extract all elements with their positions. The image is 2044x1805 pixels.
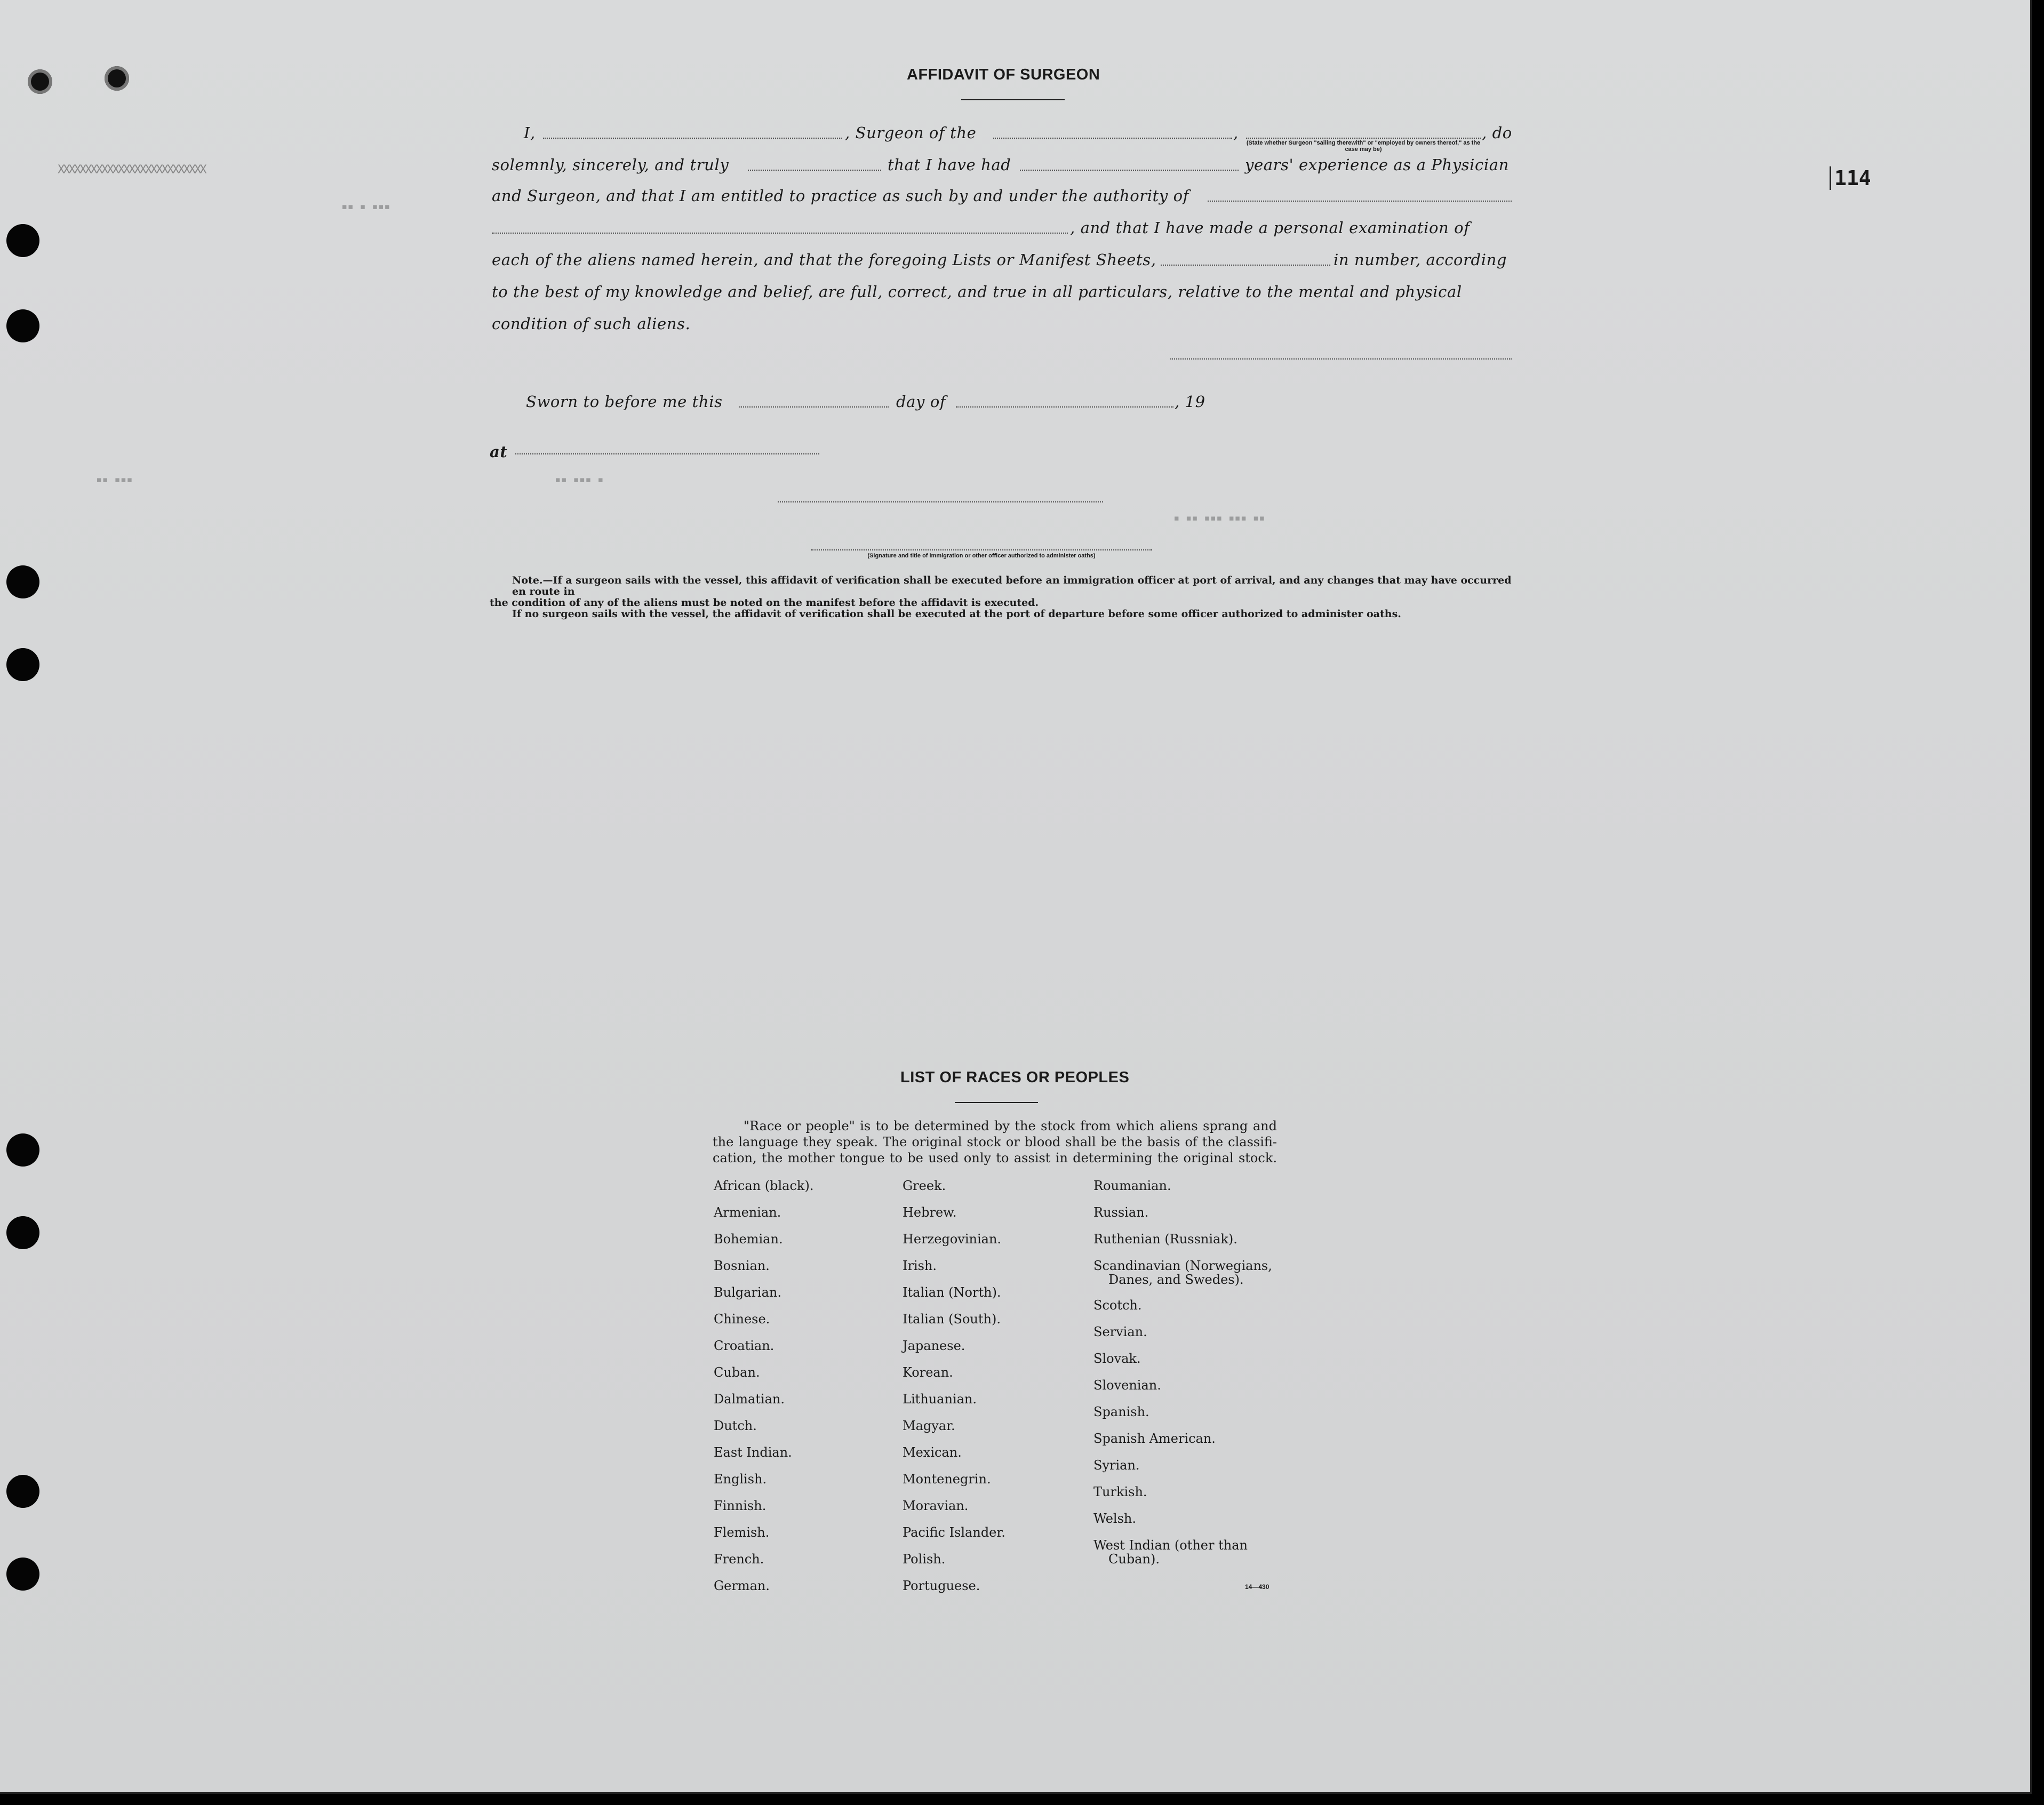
races-title: LIST OF RACES OR PEOPLES [900, 1069, 1130, 1086]
title-underline [961, 99, 1065, 100]
affidavit-text: condition of such aliens. [492, 315, 691, 333]
location-field[interactable] [515, 453, 819, 454]
race-item [1093, 1259, 1272, 1298]
race-item-line: Scandinavian (Norwegians, [1093, 1258, 1272, 1273]
affidavit-text: in number, according [1334, 251, 1507, 269]
race-item: Magyar. [903, 1418, 955, 1433]
race-item [1093, 1538, 1272, 1578]
race-item: Japanese. [903, 1338, 965, 1353]
race-item: Italian (North). [903, 1285, 1001, 1300]
race-item: Bulgarian. [714, 1285, 781, 1300]
form-code: 14—430 [1245, 1583, 1269, 1591]
race-item: Polish. [903, 1552, 946, 1567]
authority-field[interactable] [1208, 201, 1512, 202]
race-item: Russian. [1093, 1205, 1149, 1220]
bleed-through-mark: ▪▪ ▪▪▪ ▪ [555, 474, 604, 485]
race-item: Spanish American. [1093, 1431, 1216, 1446]
affidavit-text: , 19 [1175, 393, 1205, 411]
race-item: Mexican. [903, 1445, 962, 1460]
race-item: East Indian. [714, 1445, 792, 1460]
race-item: Servian. [1093, 1324, 1147, 1339]
race-item: African (black). [714, 1178, 814, 1193]
race-item: Irish. [903, 1258, 937, 1273]
affidavit-text: , [1233, 124, 1239, 142]
surgeon-signature-field[interactable] [1170, 358, 1512, 360]
binder-hole [6, 648, 39, 681]
affidavit-text: each of the aliens named herein, and that the foregoing Lists or Manifest Sheets, [492, 251, 1156, 269]
binder-hole [6, 1216, 39, 1249]
race-item: French. [714, 1552, 764, 1567]
race-item: Chinese. [714, 1312, 770, 1327]
signature-caption: (Signature and title of immigration or other officer authorized to administer oaths) [867, 553, 1096, 559]
binder-hole [6, 565, 39, 598]
races-title-underline [955, 1102, 1038, 1103]
affidavit-text: , Surgeon of the [845, 124, 977, 142]
race-item: Korean. [903, 1365, 953, 1380]
race-item: Dutch. [714, 1418, 757, 1433]
binder-hole [6, 224, 39, 257]
affirmation-field[interactable] [748, 170, 881, 171]
sworn-month-field[interactable] [956, 406, 1173, 408]
affidavit-text: that I have had [888, 156, 1011, 174]
race-item: Welsh. [1093, 1511, 1136, 1526]
years-experience-field[interactable] [1020, 170, 1239, 171]
note-line: the condition of any of the aliens must be noted on the manifest before the affidavit is executed. [490, 597, 1039, 609]
surgeon-name-field[interactable] [543, 138, 842, 139]
affidavit-text: at [490, 443, 508, 461]
affidavit-text: and Surgeon, and that I am entitled to practice as such by and under the authority of [492, 187, 1189, 205]
intro-line: "Race or people" is to be determined by the stock from which aliens sprang and [744, 1119, 1277, 1133]
bleed-through-mark: ▪▪ ▪▪▪ [96, 474, 133, 485]
races-column-1 [714, 1179, 813, 1606]
race-item: Herzegovinian. [903, 1232, 1002, 1247]
races-column-2 [903, 1179, 1005, 1606]
binder-hole [6, 309, 39, 342]
affidavit-text: solemnly, sincerely, and truly [492, 156, 729, 174]
affidavit-text: years' experience as a Physician [1245, 156, 1509, 174]
bleed-through-mark: ▪▪ ▪ ▪▪▪ [341, 201, 390, 212]
race-item-line: West Indian (other than [1093, 1538, 1248, 1553]
binder-hole [6, 1133, 39, 1167]
affidavit-note [490, 575, 1514, 620]
race-item: Armenian. [714, 1205, 781, 1220]
race-item: Croatian. [714, 1338, 775, 1353]
affidavit-text: Sworn to before me this [526, 393, 723, 411]
bleed-through-mark: ▪ ▪▪ ▪▪▪ ▪▪▪ ▪▪ [1173, 512, 1265, 524]
race-item: Finnish. [714, 1498, 766, 1513]
race-item: Pacific Islander. [903, 1525, 1005, 1540]
race-item: Portuguese. [903, 1578, 980, 1593]
officer-title-field[interactable] [811, 549, 1152, 550]
race-item: Spanish. [1093, 1404, 1149, 1419]
race-item-line: Cuban). [1108, 1552, 1160, 1567]
race-item: Turkish. [1093, 1484, 1147, 1499]
race-item: Roumanian. [1093, 1178, 1171, 1193]
races-intro [713, 1118, 1277, 1166]
race-item: Dalmatian. [714, 1392, 785, 1407]
page-number: 114 [1830, 166, 1871, 190]
affidavit-text: day of [896, 393, 946, 411]
officer-signature-field[interactable] [778, 501, 1103, 502]
intro-line: cation, the mother tongue to be used only to assist in determining the original stock. [713, 1151, 1277, 1165]
sheet-count-field[interactable] [1161, 265, 1330, 266]
note-line: If no surgeon sails with the vessel, the affidavit of verification shall be executed at the port of departure before some officer authorized to administer oaths. [512, 608, 1401, 620]
race-item: Bohemian. [714, 1232, 783, 1247]
race-item: Syrian. [1093, 1458, 1140, 1473]
race-item: Flemish. [714, 1525, 770, 1540]
race-item: German. [714, 1578, 770, 1593]
corner-hole [28, 69, 52, 94]
authority-continued-field[interactable] [492, 233, 1068, 234]
race-item: Lithuanian. [903, 1392, 977, 1407]
affidavit-text: to the best of my knowledge and belief, are full, correct, and true in all particulars, relative to the mental and physical [492, 283, 1462, 301]
affidavit-text: , do [1482, 124, 1512, 142]
binder-hole [6, 1558, 39, 1591]
race-item-line: Danes, and Swedes). [1108, 1272, 1244, 1287]
race-item: Moravian. [903, 1498, 969, 1513]
race-item: English. [714, 1472, 767, 1487]
race-item: Cuban. [714, 1365, 760, 1380]
race-item: Slovenian. [1093, 1378, 1161, 1393]
race-item: Slovak. [1093, 1351, 1141, 1366]
affidavit-title: AFFIDAVIT OF SURGEON [907, 66, 1100, 83]
race-item: Italian (South). [903, 1312, 1001, 1327]
status-parenthetical: (State whether Surgeon "sailing therewith" or "employed by owners thereof," as the case may be) [1246, 140, 1481, 153]
corner-hole [105, 66, 129, 91]
affidavit-text: , and that I have made a personal examination of [1070, 219, 1470, 237]
race-item: Scotch. [1093, 1298, 1142, 1313]
race-item: Bosnian. [714, 1258, 770, 1273]
race-item: Greek. [903, 1178, 946, 1193]
intro-line: the language they speak. The original stock or blood shall be the basis of the classifi- [713, 1135, 1277, 1149]
race-item: Montenegrin. [903, 1472, 991, 1487]
note-line: Note.—If a surgeon sails with the vessel, this affidavit of verification shall be executed before an immigration officer at port of arrival, and any changes that may have occurred en route in [512, 574, 1512, 597]
race-item: Ruthenian (Russniak). [1093, 1232, 1237, 1247]
races-column-3 [1093, 1179, 1272, 1578]
sworn-day-field[interactable] [739, 406, 889, 408]
vessel-name-field[interactable] [993, 138, 1232, 139]
affidavit-text: I, [524, 124, 536, 142]
race-item: Hebrew. [903, 1205, 957, 1220]
surgeon-status-field[interactable] [1246, 138, 1481, 139]
binder-hole [6, 1475, 39, 1508]
margin-crossout: XXXXXXXXXXXXXXXXXXXXXXXXXXX [58, 163, 205, 177]
